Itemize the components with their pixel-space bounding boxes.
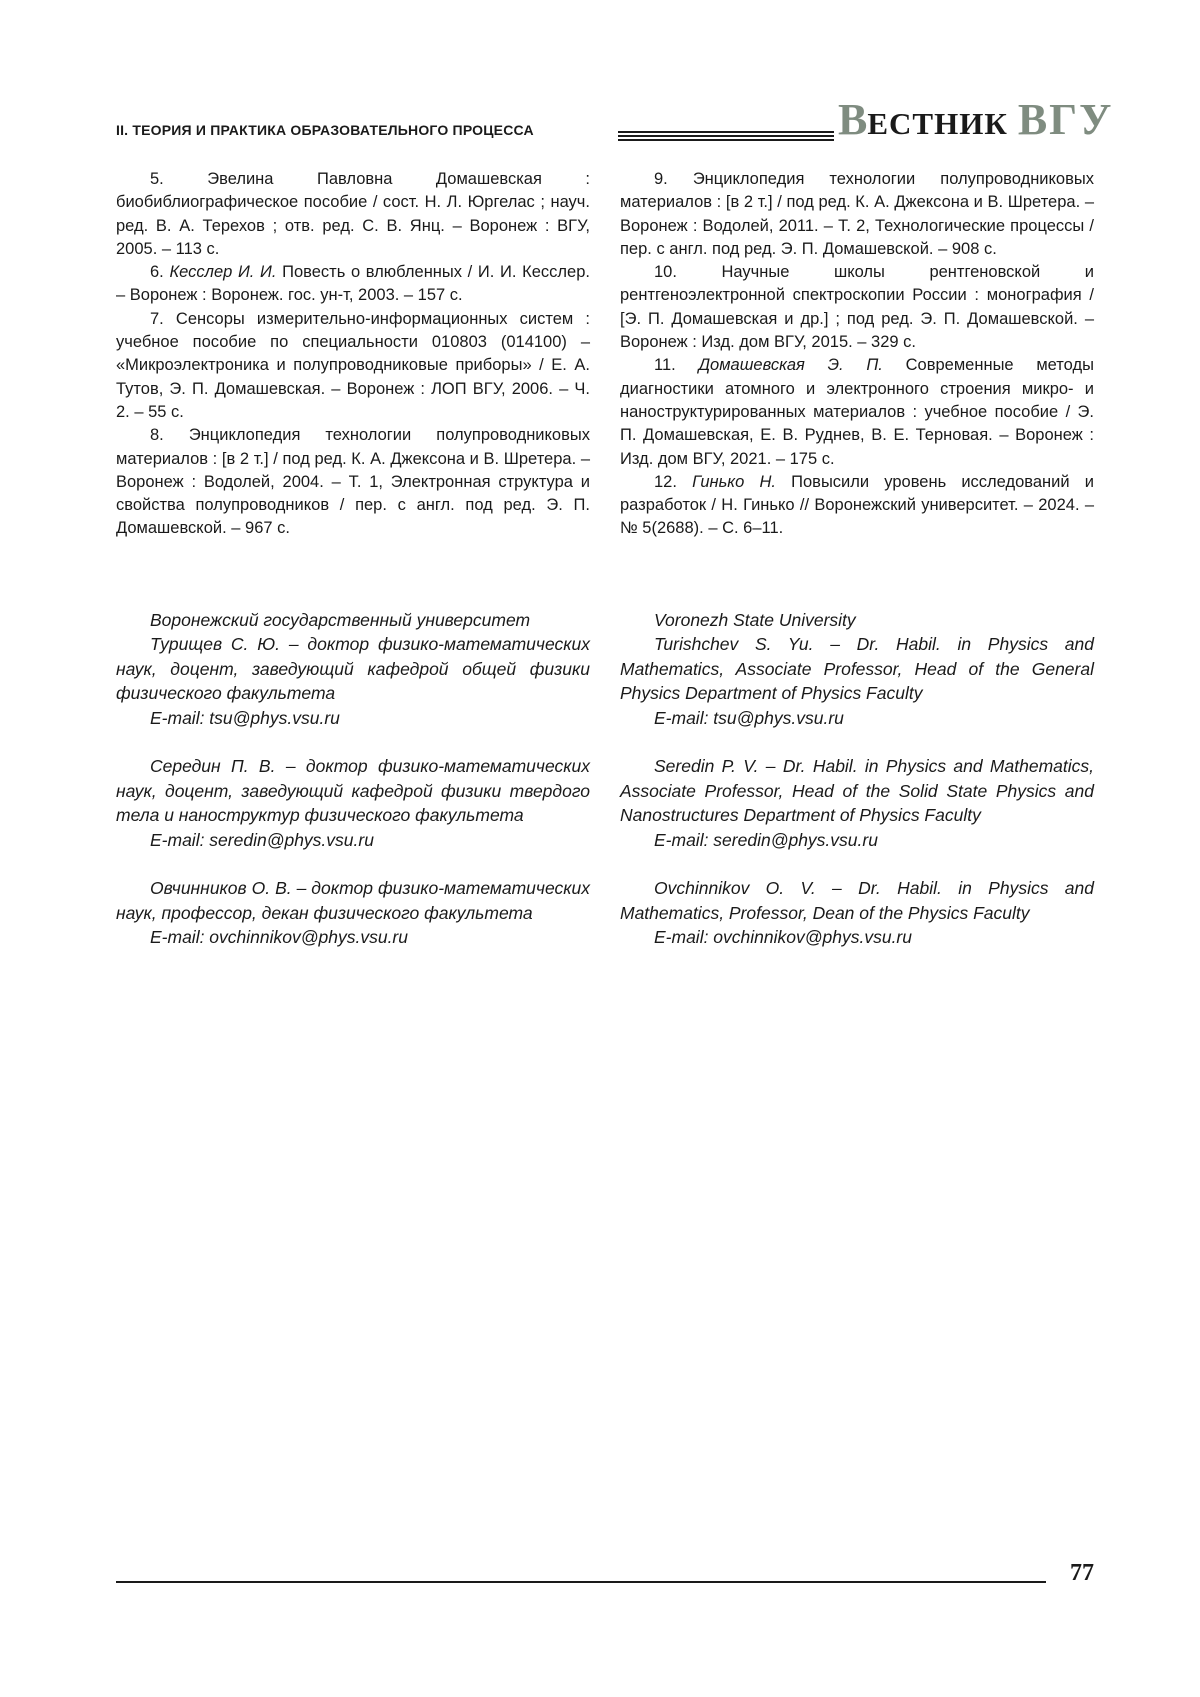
reference-number: 12.: [654, 472, 677, 491]
reference-author: Домашевская Э. П.: [698, 356, 883, 375]
author-email: E-mail: tsu@phys.vsu.ru: [654, 707, 844, 728]
page-number: 77: [1070, 1560, 1094, 1586]
page-header: [116, 95, 1114, 146]
reference-item: [620, 471, 1094, 541]
affiliations-russian: [116, 608, 590, 950]
reference-text: Повесть о влюбленных / И. И. Кесслер. – Воронеж : Воронеж. гос. ун-т, 2003. – 157 с.: [116, 263, 590, 305]
author-email: E-mail: tsu@phys.vsu.ru: [150, 707, 340, 728]
reference-number: 8.: [150, 426, 164, 445]
reference-text: Современные методы диагностики атомного и электронного строения микро- и наноструктурированных материалов : учебное пособие / Э. П. Домашевская, Е. В. Руднев, В. Е. Терновая. – Воронеж : Изд. дом ВГУ, 2021. – 175 с.: [620, 356, 1094, 468]
author-email: E-mail: seredin@phys.vsu.ru: [654, 829, 878, 850]
author-description: Turishchev S. Yu. – Dr. Habil. in Physics and Mathematics, Associate Professor, Head of the General Physics Department of Physics Faculty: [620, 634, 1094, 704]
reference-item: [116, 424, 590, 540]
reference-text: Повысили уровень исследований и разработок / Н. Гинько // Воронежский университет. – 2024. – № 5(2688). – С. 6–11.: [620, 472, 1094, 538]
reference-item: [116, 261, 590, 308]
reference-item: [620, 168, 1094, 261]
author-description: Овчинников О. В. – доктор физико-математических наук, профессор, декан физического факультета: [116, 878, 590, 923]
university-name: Воронежский государственный университет: [150, 610, 531, 630]
author-description: Середин П. В. – доктор физико-математических наук, доцент, заведующий кафедрой физики твердого тела и наноструктур физического факультета: [116, 756, 590, 826]
reference-number: 7.: [150, 309, 164, 328]
university-name: Voronezh State University: [654, 610, 856, 630]
reference-item: [116, 308, 590, 424]
masthead-word: ЕСТНИК: [867, 106, 1008, 141]
reference-text: Эвелина Павловна Домашевская : биобиблиографическое пособие / сост. Н. Л. Юргелас ; науч. ред. В. А. Терехов ; отв. ред. С. В. Янц. – Воронеж : ВГУ, 2005. – 113 с.: [116, 170, 590, 258]
header-rule: [618, 131, 834, 140]
section-title: II. ТЕОРИЯ И ПРАКТИКА ОБРАЗОВАТЕЛЬНОГО ПРОЦЕССА: [116, 122, 534, 138]
author-description: Seredin P. V. – Dr. Habil. in Physics and Mathematics, Associate Professor, Head of the Solid State Physics and Nanostructures Department of Physics Faculty: [620, 756, 1094, 826]
reference-number: 5.: [150, 170, 164, 188]
reference-number: 9.: [654, 170, 668, 188]
reference-text: Энциклопедия технологии полупроводниковых материалов : [в 2 т.] / под ред. К. А. Джексона и В. Шретера. – Воронеж : Водолей, 2011. – Т. 2, Технологические процессы / пер. с англ. под ред. Э. П. Домашевской. – 908 с.: [620, 170, 1094, 258]
reference-item: [620, 261, 1094, 354]
affiliations-english: [620, 608, 1094, 950]
journal-masthead: [838, 95, 1114, 150]
reference-number: 10.: [654, 263, 677, 282]
masthead-abbrev: ВГУ: [1017, 95, 1114, 144]
reference-number: 11.: [654, 356, 676, 375]
author-email: E-mail: seredin@phys.vsu.ru: [150, 829, 374, 850]
reference-author: Гинько Н.: [692, 472, 776, 491]
author-email: E-mail: ovchinnikov@phys.vsu.ru: [654, 927, 912, 948]
reference-author: Кесслер И. И.: [169, 263, 277, 282]
author-description: Ovchinnikov O. V. – Dr. Habil. in Physics and Mathematics, Professor, Dean of the Physics Faculty: [620, 878, 1094, 923]
references-left-column: [116, 168, 590, 541]
reference-text: Научные школы рентгеновской и рентгеноэлектронной спектроскопии России : монография / [Э. П. Домашевская и др.] ; под ред. Э. П. Домашевской. – Воронеж : Изд. дом ВГУ, 2015. – 329 с.: [620, 263, 1094, 352]
reference-number: 6.: [150, 263, 164, 282]
reference-item: [620, 354, 1094, 470]
author-email: E-mail: ovchinnikov@phys.vsu.ru: [150, 927, 408, 948]
reference-text: Сенсоры измерительно-информационных систем : учебное пособие по специальности 010803 (014100) – «Микроэлектроника и полупроводниковые приборы» / Е. А. Тутов, Э. П. Домашевская. – Воронеж : ЛОП ВГУ, 2006. – Ч. 2. – 55 с.: [116, 309, 590, 421]
footer-rule: [116, 1581, 1046, 1583]
references-right-column: [620, 168, 1094, 541]
author-description: Турищев С. Ю. – доктор физико-математических наук, доцент, заведующий кафедрой общей физики физического факультета: [116, 634, 590, 704]
reference-item: [116, 168, 590, 261]
reference-text: Энциклопедия технологии полупроводниковых материалов : [в 2 т.] / под ред. К. А. Джексона и В. Шретера. – Воронеж : Водолей, 2004. – Т. 1, Электронная структура и свойства полупроводников / пер. с англ. под ред. Э. П. Домашевской. – 967 с.: [116, 426, 590, 538]
masthead-initial: В: [838, 95, 868, 144]
